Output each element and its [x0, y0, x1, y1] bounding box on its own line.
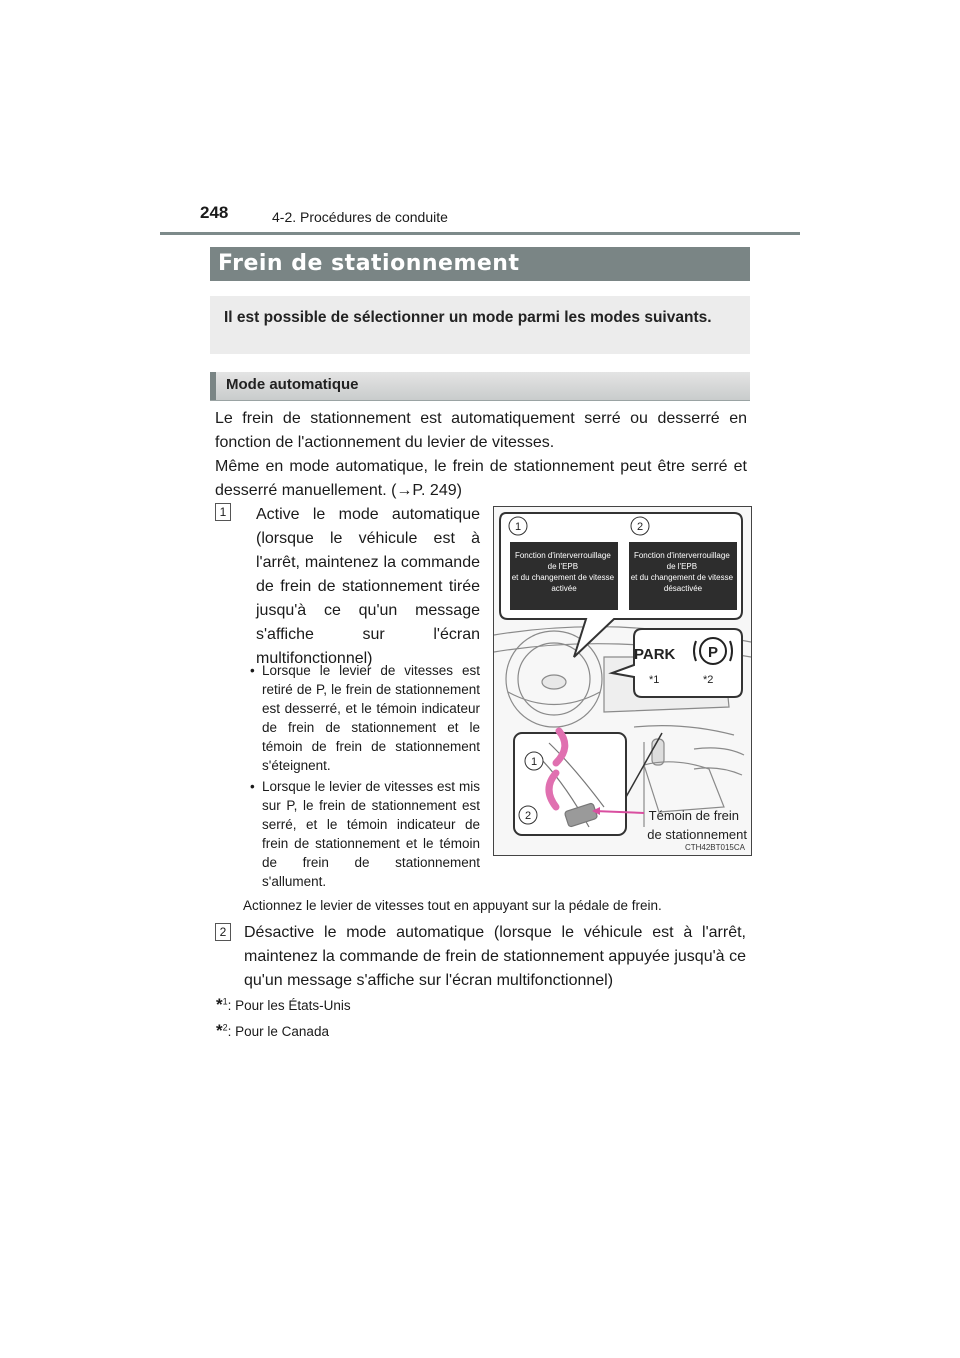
intro-text: Il est possible de sélectionner un mode parmi les modes suivants.: [224, 309, 712, 326]
illustration-code: CTH42BT015CA: [684, 843, 745, 852]
subsection-bar: [210, 372, 750, 401]
star-1-label: *1: [649, 674, 660, 686]
step-2-number: 2: [215, 923, 231, 941]
callout-2-label: 2: [636, 521, 644, 533]
section-label: 4-2. Procédures de conduite: [272, 209, 448, 225]
screen-2-text: Fonction d'interverrouillage de l'EPB et du changement de vitesse désactivée: [630, 551, 734, 593]
screen-1-text: Fonction d'interverrouillage de l'EPB et du changement de vitesse activée: [511, 551, 615, 593]
subsection-accent: [210, 372, 216, 400]
header-rule: [160, 232, 800, 235]
footnote-2: *$^2$: Pour le Canada: [216, 1021, 329, 1040]
step-1-note: Actionnez le levier de vitesses tout en appuyant sur la pédale de frein.: [243, 898, 662, 913]
step-1-number: 1: [215, 503, 231, 521]
title-bar: [210, 247, 750, 281]
park-label: PARK: [634, 646, 676, 663]
paragraph-2: Même en mode automatique, le frein de stationnement peut être serré et desserré manuellement. (→P. 249): [215, 458, 747, 499]
intro-box: [210, 296, 750, 354]
step-2-text: Désactive le mode automatique (lorsque le véhicule est à l'arrêt, maintenez la commande de frein de stationnement appuyée jusqu'à ce qu'un message s'affiche sur l'écran multifonctionnel): [244, 924, 746, 989]
step-1-bullet-1: • Lorsque le levier de vitesses est retiré de P, le frein de stationnement est desserré, et le témoin indicateur de frein de stationnement et le témoin de frein de stationnement s'éteignent.: [250, 663, 480, 773]
callout-1-label: 1: [514, 521, 522, 533]
dashboard-illustration: [494, 507, 751, 855]
paragraph-1: Le frein de stationnement est automatiquement serré ou desserré en fonction de l'actionnement du levier de vitesses.: [215, 410, 747, 451]
page-title: Frein de stationnement: [218, 251, 520, 276]
subsection-title: Mode automatique: [226, 376, 359, 393]
page-number: 248: [200, 203, 229, 222]
parking-brake-icon-letter: P: [707, 644, 719, 661]
indicator-label-line-2: de stationnement: [647, 827, 747, 842]
star-2-label: *2: [703, 674, 714, 686]
lever-callout-2-label: 2: [524, 810, 532, 822]
lever-callout-1-label: 1: [530, 756, 538, 768]
illustration: [493, 506, 752, 856]
indicator-label-line-1: Témoin de frein: [648, 808, 739, 823]
footnote-1: *$^1$: Pour les États-Unis: [216, 995, 351, 1014]
step-1-text: Active le mode automatique (lorsque le véhicule est à l'arrêt, maintenez la commande de frein de stationnement tirée jusqu'à ce qu'un message s'affiche sur l'écran multifonctionnel): [256, 506, 480, 667]
step-1-bullet-2: • Lorsque le levier de vitesses est mis sur P, le frein de stationnement est serré, et le témoin indicateur de frein de stationnement et le témoin de frein de stationnement s'allument.: [250, 779, 480, 889]
